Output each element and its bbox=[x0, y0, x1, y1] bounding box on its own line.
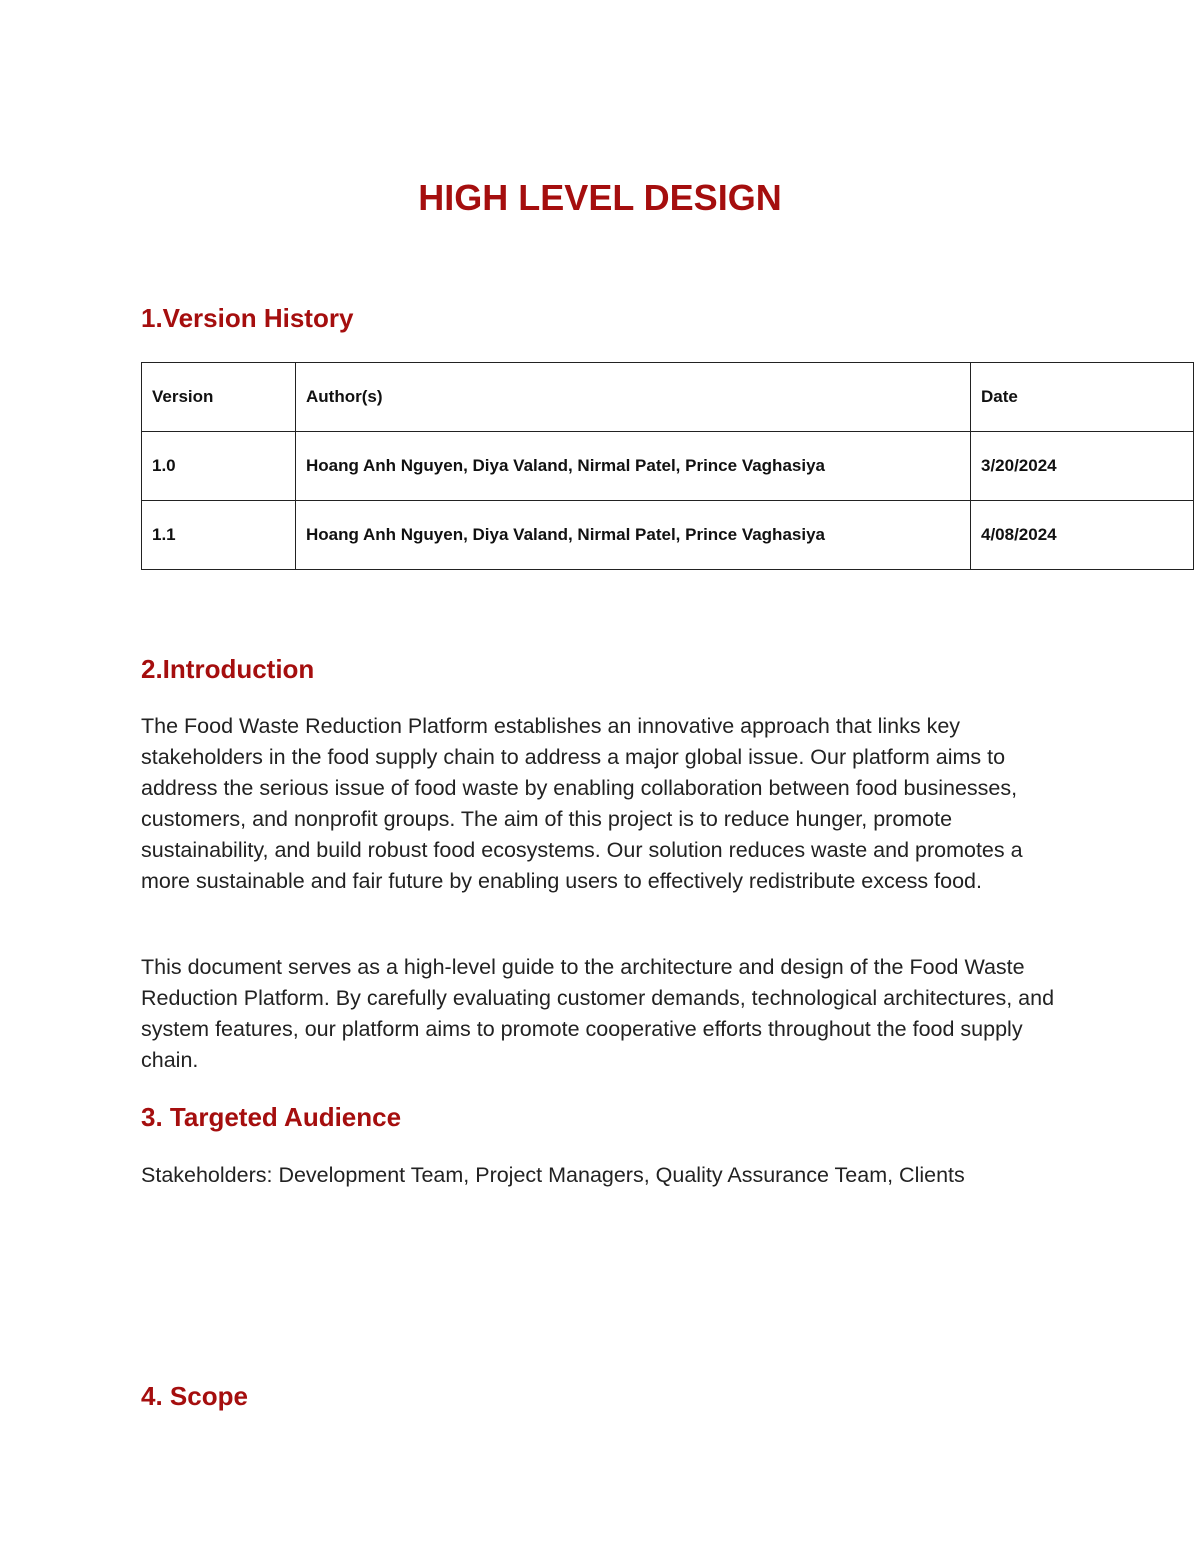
table-header-row bbox=[142, 363, 1194, 432]
column-header-authors: Author(s) bbox=[296, 363, 971, 432]
table-row bbox=[142, 501, 1194, 570]
introduction-paragraph-1: The Food Waste Reduction Platform establishes an innovative approach that links key stakeholders in the food supply chain to address a major global issue. Our platform aims to address the serious issue of food waste by enabling collaboration between food businesses, customers, and nonprofit groups. The aim of this project is to reduce hunger, promote sustainability, and build robust food ecosystems. Our solution reduces waste and promotes a more sustainable and fair future by enabling users to effectively redistribute excess food. bbox=[141, 714, 1023, 893]
version-history-heading: 1.Version History bbox=[141, 303, 354, 333]
targeted-audience-text: Stakeholders: Development Team, Project Managers, Quality Assurance Team, Clients bbox=[141, 1163, 965, 1187]
version-cell: 1.0 bbox=[142, 432, 296, 501]
version-history-table bbox=[141, 362, 1194, 570]
scope-heading: 4. Scope bbox=[141, 1381, 248, 1411]
introduction-heading: 2.Introduction bbox=[141, 654, 315, 684]
column-header-date: Date bbox=[971, 363, 1194, 432]
document-title: HIGH LEVEL DESIGN bbox=[418, 177, 782, 218]
date-cell: 3/20/2024 bbox=[971, 432, 1194, 501]
column-header-version: Version bbox=[142, 363, 296, 432]
version-cell: 1.1 bbox=[142, 501, 296, 570]
authors-cell: Hoang Anh Nguyen, Diya Valand, Nirmal Patel, Prince Vaghasiya bbox=[296, 501, 971, 570]
date-cell: 4/08/2024 bbox=[971, 501, 1194, 570]
table-row bbox=[142, 432, 1194, 501]
introduction-paragraph-2: This document serves as a high-level guide to the architecture and design of the Food Waste Reduction Platform. By carefully evaluating customer demands, technological architectures, and system features, our platform aims to promote cooperative efforts throughout the food supply chain. bbox=[141, 955, 1055, 1072]
targeted-audience-heading: 3. Targeted Audience bbox=[141, 1102, 402, 1132]
authors-cell: Hoang Anh Nguyen, Diya Valand, Nirmal Patel, Prince Vaghasiya bbox=[296, 432, 971, 501]
